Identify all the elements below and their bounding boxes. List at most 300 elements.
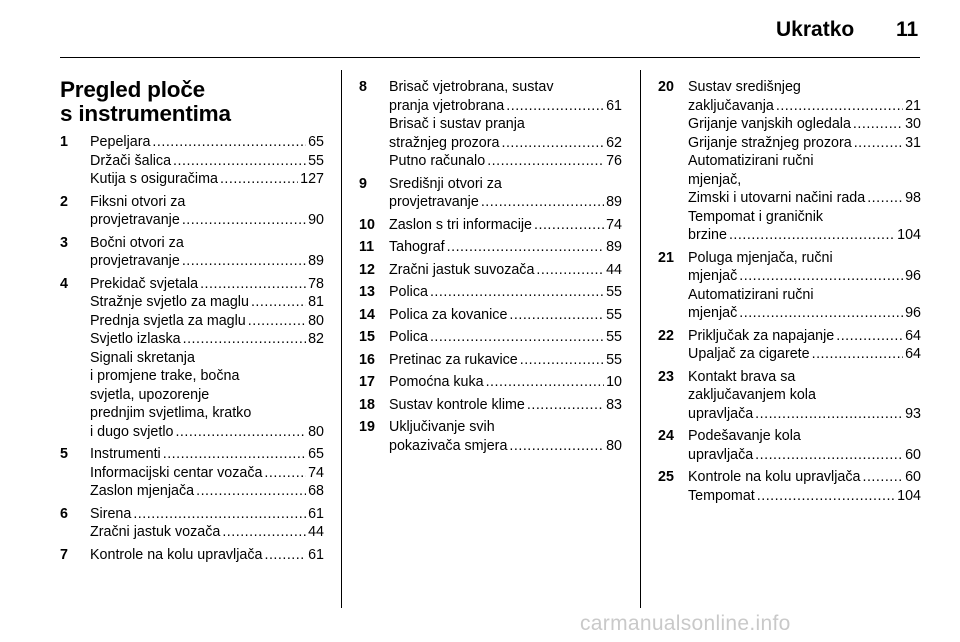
index-entry [658, 468, 921, 505]
entry-lines [688, 78, 921, 245]
entry-text: Tempomat [688, 487, 755, 504]
page-reference: 62 [606, 134, 622, 151]
entry-text: pranja vjetrobrana [389, 97, 505, 114]
entry-lines [389, 351, 622, 370]
entry-lines [688, 468, 921, 505]
entry-text: zaključavanjem kola [688, 387, 816, 403]
page-reference: 78 [308, 275, 324, 292]
page-reference: 64 [905, 327, 921, 344]
entry-line [688, 468, 921, 487]
entry-text: Kontrole na kolu upravljača [90, 546, 263, 563]
entry-lines [389, 175, 622, 212]
entry-text: Zimski i utovarni načini rada [688, 190, 866, 206]
dot-leader [757, 487, 895, 506]
entry-number: 24 [658, 428, 674, 444]
index-entry [60, 275, 324, 442]
entry-lines [389, 418, 622, 455]
entry-text: Bočni otvori za [90, 234, 184, 251]
entry-line [688, 427, 921, 446]
entry-list [60, 133, 324, 564]
entry-lines [688, 368, 921, 424]
page-reference: 81 [308, 294, 324, 310]
index-entry [359, 238, 622, 257]
entry-text: Polica [389, 329, 428, 345]
dot-leader [755, 446, 903, 465]
entry-text: Grijanje stražnjeg prozora [688, 134, 852, 151]
entry-line [389, 152, 622, 171]
entry-lines [688, 249, 921, 323]
dot-leader [182, 211, 306, 230]
index-entry [658, 249, 921, 323]
entry-number: 14 [359, 306, 375, 323]
dot-leader [248, 312, 306, 331]
entry-line [90, 275, 324, 294]
entry-text: Sustav središnjeg [688, 79, 801, 95]
entry-text: Polica [389, 284, 428, 300]
entry-text: i promjene trake, bočna [90, 368, 240, 384]
entry-line [90, 404, 324, 423]
dot-leader [481, 193, 604, 212]
entry-lines [90, 234, 324, 271]
section-title-line: Pregled ploče [60, 77, 205, 102]
entry-line [90, 312, 324, 331]
watermark: carmanualsonline.info [580, 612, 791, 635]
entry-list [359, 78, 622, 455]
dot-leader [222, 523, 306, 542]
entry-line [688, 286, 921, 305]
dot-leader [430, 283, 604, 302]
dot-leader [430, 328, 604, 347]
entry-number: 21 [658, 249, 674, 266]
entry-line [389, 437, 622, 456]
entry-number: 17 [359, 374, 375, 390]
entry-line [389, 261, 622, 280]
entry-line [90, 546, 324, 565]
entry-text: upravljača [688, 405, 754, 422]
dot-leader [152, 133, 306, 152]
index-entry [359, 78, 622, 171]
entry-line [389, 134, 622, 153]
index-entry [60, 234, 324, 271]
page-reference: 127 [300, 171, 324, 187]
entry-text: Instrumenti [90, 446, 161, 462]
page-reference: 80 [606, 437, 622, 454]
page-reference: 44 [308, 524, 324, 540]
entry-lines [389, 306, 622, 325]
page-reference: 93 [905, 405, 921, 422]
index-entry [359, 418, 622, 455]
entry-number: 20 [658, 79, 674, 95]
index-entry [60, 445, 324, 501]
entry-text: Brisač vjetrobrana, sustav [389, 79, 554, 95]
entry-text: Kontakt brava sa [688, 368, 796, 385]
entry-lines [90, 193, 324, 230]
entry-text: prednjim svjetlima, kratko [90, 405, 252, 421]
entry-text: Tahograf [389, 239, 445, 255]
page-reference: 65 [308, 446, 324, 462]
page-reference: 55 [606, 284, 622, 300]
dot-leader [534, 216, 604, 235]
dot-leader [509, 306, 604, 325]
entry-number: 11 [359, 239, 375, 255]
entry-text: pokazivača smjera [389, 437, 508, 454]
entry-line [688, 115, 921, 134]
entry-line [688, 97, 921, 116]
chapter-title: Ukratko [776, 18, 855, 41]
page-reference: 55 [606, 306, 622, 323]
entry-line [90, 523, 324, 542]
index-entry [60, 505, 324, 542]
dot-leader [755, 405, 903, 424]
entry-line [688, 327, 921, 346]
page-reference: 98 [905, 190, 921, 206]
entry-text: mjenjač [688, 305, 738, 321]
page-reference: 30 [905, 116, 921, 132]
page-reference: 21 [905, 97, 921, 114]
entry-line [90, 386, 324, 405]
header-divider [60, 57, 920, 58]
entry-text: zaključavanja [688, 97, 774, 114]
index-entry [359, 216, 622, 235]
entry-number: 10 [359, 216, 375, 233]
entry-line [90, 367, 324, 386]
entry-text: Automatizirani ručni [688, 286, 814, 303]
entry-text: Prednja svjetla za maglu [90, 312, 246, 329]
dot-leader [836, 327, 903, 346]
entry-text: Središnji otvori za [389, 175, 502, 192]
entry-line [389, 306, 622, 325]
entry-line [688, 78, 921, 97]
page-number: 11 [896, 18, 919, 41]
index-entry [658, 78, 921, 245]
column-3 [658, 78, 921, 509]
page-reference: 74 [308, 464, 324, 481]
column-divider-2 [640, 70, 641, 608]
page-reference: 65 [308, 134, 324, 150]
entry-text: Svjetlo izlaska [90, 331, 181, 347]
column-divider-1 [341, 70, 342, 608]
entry-text: stražnjeg prozora [389, 134, 500, 151]
entry-line [389, 216, 622, 235]
dot-leader [133, 505, 306, 524]
dot-leader [220, 170, 298, 189]
entry-text: brzine [688, 227, 727, 243]
entry-line [688, 249, 921, 268]
page-reference: 60 [905, 446, 921, 463]
dot-leader [251, 293, 306, 312]
entry-line [90, 152, 324, 171]
dot-leader [729, 226, 895, 245]
dot-leader [739, 267, 903, 286]
entry-line [688, 405, 921, 424]
page-reference: 89 [606, 194, 622, 210]
index-entry [359, 283, 622, 302]
entry-lines [90, 505, 324, 542]
dot-leader [175, 423, 306, 442]
entry-line [90, 464, 324, 483]
page-reference: 68 [308, 483, 324, 499]
dot-leader [536, 261, 604, 280]
entry-text: mjenjač [688, 268, 738, 284]
dot-leader [183, 330, 307, 349]
page-reference: 61 [308, 505, 324, 522]
dot-leader [447, 238, 604, 257]
dot-leader [853, 115, 903, 134]
entry-text: Kontrole na kolu upravljača [688, 469, 861, 485]
entry-text: Zračni jastuk suvozača [389, 261, 535, 278]
dot-leader [862, 468, 903, 487]
dot-leader [487, 152, 604, 171]
entry-text: Automatizirani ručni [688, 153, 814, 169]
entry-line [90, 234, 324, 253]
entry-line [389, 418, 622, 437]
entry-line [688, 152, 921, 171]
entry-line [90, 193, 324, 212]
entry-number: 4 [60, 275, 68, 292]
entry-line [389, 78, 622, 97]
entry-line [389, 396, 622, 415]
entry-line [90, 482, 324, 501]
entry-number: 2 [60, 193, 68, 210]
entry-lines [389, 328, 622, 347]
entry-text: Priključak za napajanje [688, 327, 835, 344]
dot-leader [501, 134, 604, 153]
entry-text: Informacijski centar vozača [90, 464, 263, 481]
page-reference: 55 [308, 152, 324, 169]
entry-text: Polica za kovanice [389, 306, 508, 323]
dot-leader [812, 345, 904, 364]
entry-lines [90, 275, 324, 442]
entry-text: Grijanje vanjskih ogledala [688, 116, 851, 132]
entry-text: upravljača [688, 446, 754, 463]
entry-line [90, 252, 324, 271]
entry-number: 7 [60, 546, 68, 563]
dot-leader [867, 189, 903, 208]
entry-list [658, 78, 921, 505]
dot-leader [200, 275, 306, 294]
entry-line [688, 171, 921, 190]
entry-text: Pepeljara [90, 134, 151, 150]
index-entry [60, 546, 324, 565]
entry-number: 13 [359, 284, 375, 300]
page-reference: 10 [606, 374, 622, 390]
page-reference: 64 [905, 346, 921, 362]
page-reference: 104 [897, 487, 921, 504]
index-entry [359, 261, 622, 280]
index-entry [658, 368, 921, 424]
page-reference: 61 [606, 97, 622, 114]
entry-text: Sirena [90, 505, 132, 522]
index-entry [359, 373, 622, 392]
entry-text: Prekidač svjetala [90, 275, 199, 292]
entry-text: Brisač i sustav pranja [389, 116, 525, 132]
column-2 [359, 78, 622, 459]
entry-number: 3 [60, 234, 68, 251]
entry-text: Zračni jastuk vozača [90, 524, 221, 540]
dot-leader [264, 546, 306, 565]
entry-number: 12 [359, 261, 375, 278]
entry-number: 16 [359, 351, 375, 368]
entry-line [688, 386, 921, 405]
page-reference: 96 [905, 305, 921, 321]
entry-text: provjetravanje [90, 212, 180, 228]
page-reference: 83 [606, 396, 622, 413]
dot-leader [509, 437, 604, 456]
page-reference: 74 [606, 216, 622, 233]
entry-line [688, 446, 921, 465]
entry-line [389, 115, 622, 134]
entry-text: Stražnje svjetlo za maglu [90, 294, 249, 310]
page-reference: 89 [308, 253, 324, 269]
index-entry [658, 327, 921, 364]
section-title [60, 78, 324, 126]
entry-text: Zaslon mjenjača [90, 483, 195, 499]
entry-line [688, 345, 921, 364]
page-reference: 55 [606, 329, 622, 345]
dot-leader [776, 97, 903, 116]
dot-leader [486, 373, 605, 392]
page-reference: 60 [905, 469, 921, 485]
entry-text: svjetla, upozorenje [90, 386, 210, 403]
entry-line [90, 445, 324, 464]
page-reference: 82 [308, 331, 324, 347]
entry-line [90, 211, 324, 230]
entry-line [90, 170, 324, 189]
entry-line [688, 189, 921, 208]
entry-line [389, 373, 622, 392]
entry-line [688, 487, 921, 506]
entry-lines [389, 373, 622, 392]
page-reference: 55 [606, 351, 622, 368]
dot-leader [163, 445, 306, 464]
dot-leader [527, 396, 604, 415]
entry-lines [90, 546, 324, 565]
page-reference: 44 [606, 261, 622, 278]
index-entry [359, 351, 622, 370]
entry-text: Zaslon s tri informacije [389, 216, 533, 233]
entry-text: Signali skretanja [90, 349, 195, 366]
entry-text: Poluga mjenjača, ručni [688, 249, 833, 266]
entry-number: 1 [60, 134, 68, 150]
entry-line [90, 505, 324, 524]
index-entry [359, 175, 622, 212]
entry-lines [389, 261, 622, 280]
dot-leader [196, 482, 306, 501]
entry-text: mjenjač, [688, 171, 742, 188]
entry-number: 23 [658, 368, 674, 385]
section-title-line: s instrumentima [60, 101, 231, 126]
page-reference: 90 [308, 212, 324, 228]
entry-line [389, 328, 622, 347]
entry-number: 9 [359, 175, 367, 192]
dot-leader [182, 252, 306, 271]
entry-text: Uključivanje svih [389, 419, 495, 435]
column-1 [60, 78, 324, 568]
entry-lines [90, 445, 324, 501]
entry-line [389, 238, 622, 257]
entry-lines [389, 78, 622, 171]
entry-number: 19 [359, 419, 375, 435]
dot-leader [264, 464, 306, 483]
index-entry [658, 427, 921, 464]
page-reference: 80 [308, 312, 324, 329]
entry-text: Putno računalo [389, 153, 486, 169]
entry-lines [389, 216, 622, 235]
entry-number: 6 [60, 505, 68, 522]
entry-text: Tempomat i graničnik [688, 208, 824, 225]
index-entry [359, 328, 622, 347]
entry-line [90, 349, 324, 368]
entry-line [389, 283, 622, 302]
entry-number: 8 [359, 79, 367, 95]
entry-text: i dugo svjetlo [90, 423, 174, 440]
entry-line [90, 423, 324, 442]
entry-lines [90, 133, 324, 189]
entry-line [90, 133, 324, 152]
entry-text: Podešavanje kola [688, 428, 801, 444]
index-entry [60, 133, 324, 189]
entry-text: Pretinac za rukavice [389, 351, 518, 368]
entry-lines [688, 427, 921, 464]
entry-line [688, 208, 921, 227]
dot-leader [739, 304, 903, 323]
entry-text: Sustav kontrole klime [389, 396, 525, 413]
index-entry [359, 396, 622, 415]
entry-number: 15 [359, 329, 375, 345]
index-entry [60, 193, 324, 230]
dot-leader [173, 152, 306, 171]
entry-number: 22 [658, 327, 674, 344]
entry-lines [688, 327, 921, 364]
entry-text: Upaljač za cigarete [688, 346, 810, 362]
entry-number: 18 [359, 396, 375, 413]
entry-line [389, 193, 622, 212]
page-reference: 61 [308, 546, 324, 563]
page-reference: 89 [606, 239, 622, 255]
entry-lines [389, 238, 622, 257]
dot-leader [520, 351, 604, 370]
entry-line [90, 293, 324, 312]
entry-line [688, 226, 921, 245]
page-reference: 80 [308, 423, 324, 440]
entry-number: 5 [60, 446, 68, 462]
entry-text: Držači šalica [90, 152, 172, 169]
entry-line [90, 330, 324, 349]
entry-line [688, 134, 921, 153]
entry-lines [389, 283, 622, 302]
page-reference: 96 [905, 268, 921, 284]
entry-line [688, 368, 921, 387]
entry-number: 25 [658, 469, 674, 485]
index-entry [359, 306, 622, 325]
entry-line [688, 304, 921, 323]
dot-leader [506, 97, 604, 116]
entry-line [389, 351, 622, 370]
page-reference: 76 [606, 153, 622, 169]
entry-line [688, 267, 921, 286]
page-reference: 104 [897, 227, 921, 243]
dot-leader [854, 134, 903, 153]
entry-lines [389, 396, 622, 415]
entry-text: Pomoćna kuka [389, 374, 484, 390]
entry-text: provjetravanje [90, 253, 180, 269]
entry-line [389, 97, 622, 116]
entry-text: Kutija s osiguračima [90, 171, 218, 187]
page-reference: 31 [905, 134, 921, 151]
entry-text: Fiksni otvori za [90, 193, 186, 210]
entry-text: provjetravanje [389, 194, 479, 210]
entry-line [389, 175, 622, 194]
